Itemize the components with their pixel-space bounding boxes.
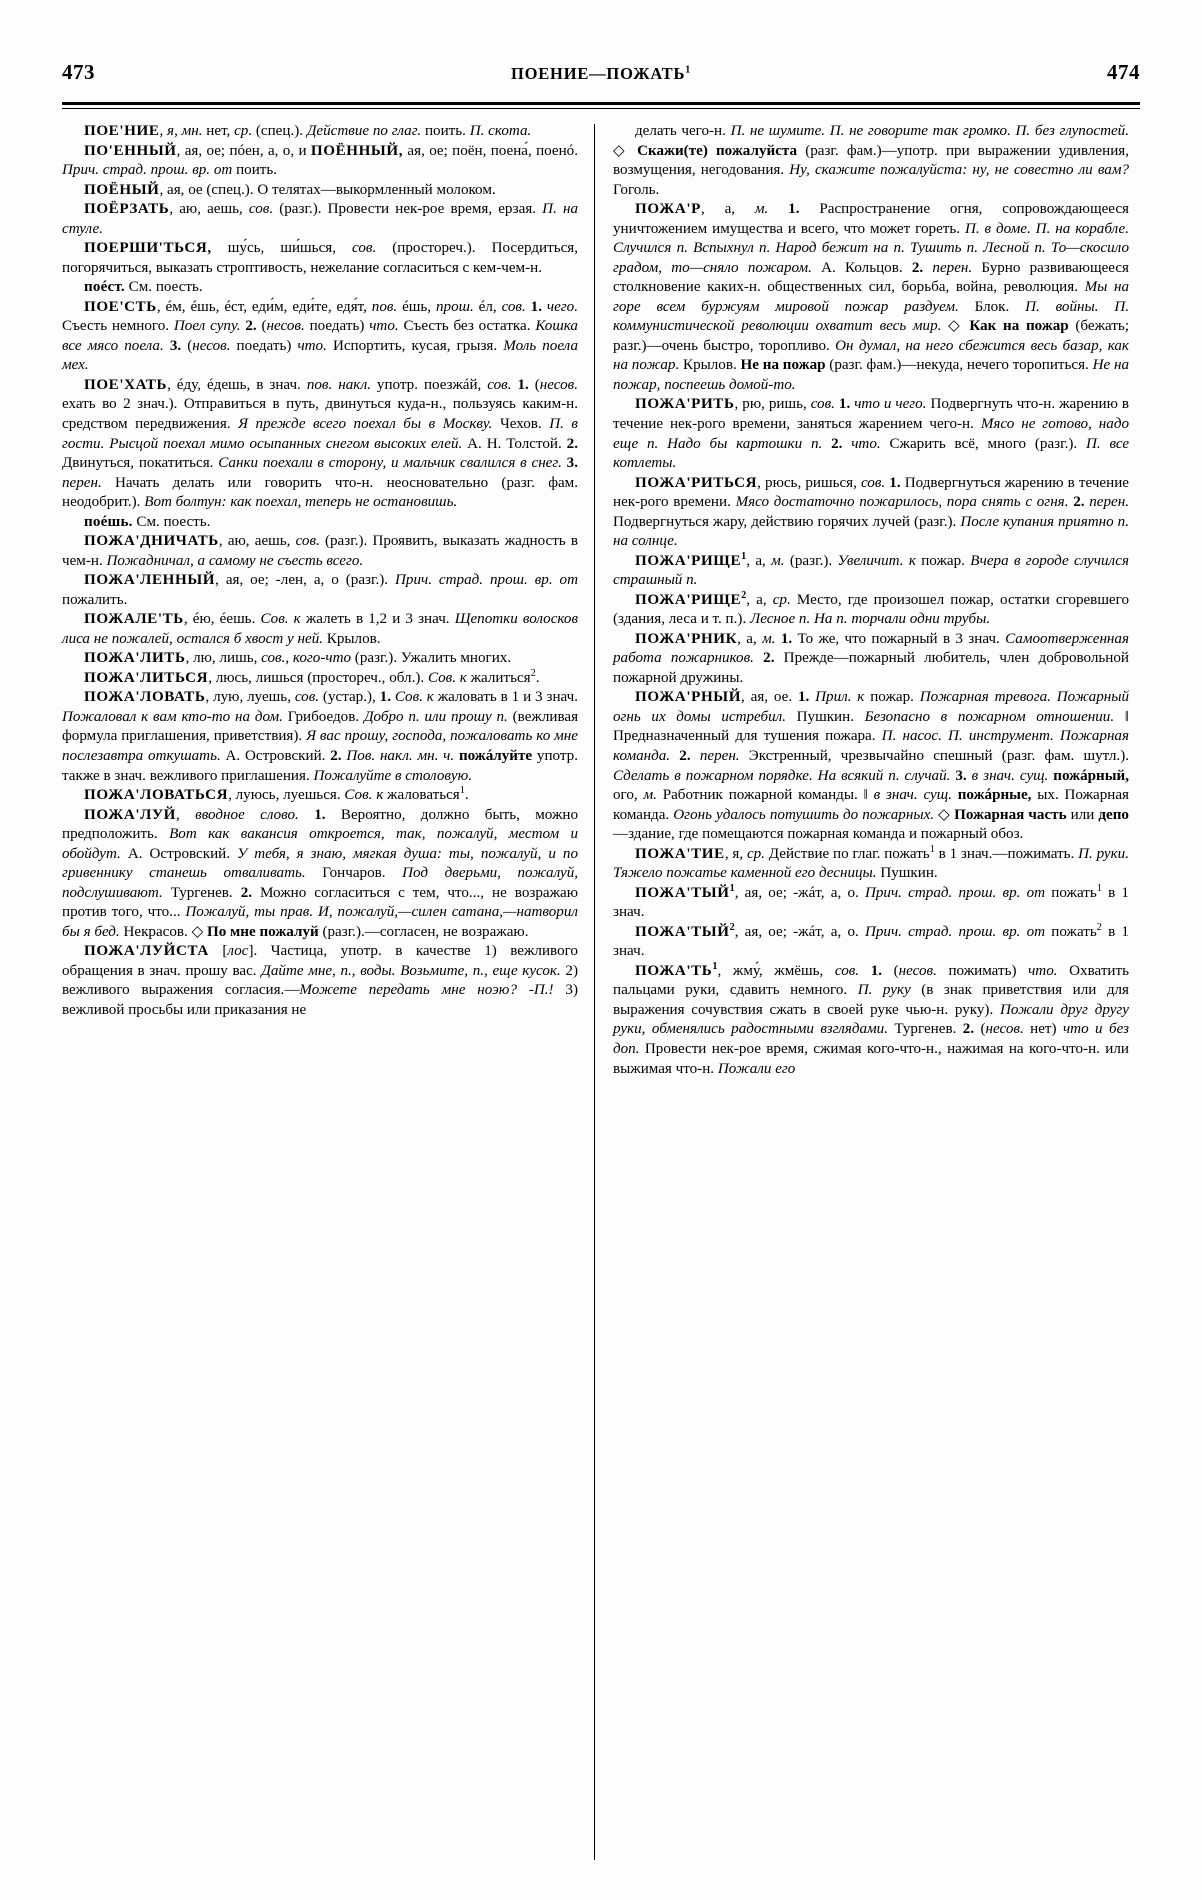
headword: ПОЖА'РНИК — [635, 630, 738, 647]
headword: ПОЕ'СТЬ — [84, 298, 157, 315]
dictionary-entry: ПОЖА'РИЩЕ$^2$, а, ср. Место, где произошел пожар, остатки сгоревшего (здания, леса и т. п.). Лесное п. На п. торчали одни трубы. — [613, 589, 1129, 628]
headword: ПОЖА'Р — [635, 201, 701, 218]
dictionary-entry: ПОЖА'ЛЕННЫЙ, ая, ое; -лен, а, о (разг.). Прич. страд. прош. вр. от пожалить. — [62, 572, 579, 608]
headword: ПОЖА'ТЫЙ$^2$ — [635, 921, 735, 940]
dictionary-entry: $ПОЖА'ТЬ^1$, жму́, жмёшь, сов. 1. (несов. пожимать) что. Охватить пальцами руки, сдавить немного. П. руку (в знак приветствия или для выражения сочувствия сжать в своей руке чью-н. руку). Пожали друг другу руки, обменялись радостными взглядами. Тургенев. 2. (несов. нет) что и без доп. Провести нек-рое время, сжимая кого-что-н., нажимая на кого-что-н. или выжимая что-н. Пожали его — [613, 960, 1129, 1077]
dictionary-entry: ПОЖА'ЛУЙСТА [лос]. Частица, употр. в качестве 1) вежливого обращения в знач. прошу вас. Дайте мне, п., воды. Возьмите, п., еще кусок. 2) вежливого выражения согласия.—Можете передать мне ноэю? -П.! 3) вежливой просьбы или приказания не — [62, 943, 578, 1018]
dictionary-entry: ПОЖАЛЕ'ТЬ, éю, éешь. Сов. к жалеть в 1,2 и 3 знач. Щепотки волосков лиса не пожалей, остался б хвост у ней. Крылов. — [62, 611, 578, 647]
dictionary-entry: ПОЖА'РНЫЙ, ая, ое. 1. Прил. к пожар. Пожарная тревога. Пожарный огнь их домы истребил. Пушкин. Безопасно в пожарном отношении. ‖ Предназначенный для тушения пожара. П. насос. П. инструмент. Пожарная команда. 2. перен. Экстренный, чрезвычайно спешный (разг. фам. шутл.). Сделать в пожарном порядке. На всякий п. случай. 3. в знач. сущ. пожáрный, ого, м. Работник пожарной команды. ‖ в знач. сущ. пожáрные, ых. Пожарная команда. Огонь удалось потушить до пожарных. ◇ Пожарная часть или депо—здание, где помещаются пожарная команда и пожарный обоз. — [613, 689, 1129, 843]
header-rule-thick — [62, 102, 1140, 105]
folio-right: 474 — [1106, 60, 1140, 84]
headword: ПОЖА'ЛОВАТЬ — [84, 689, 206, 706]
folio-left: 473 — [62, 60, 95, 84]
dictionary-entry: ПОЖА'ТЫЙ$^1$, ая, ое; -жáт, а, о. Прич. страд. прош. вр. от пожать$^1$ в 1 знач. — [613, 882, 1129, 921]
headword: ПОЖА'ТЫЙ$^1$ — [635, 882, 735, 901]
page-title — [511, 64, 691, 84]
column-left — [62, 122, 594, 1860]
diamond-icon: ◇ — [191, 923, 204, 940]
headword: ПОЕ'НИЕ — [84, 123, 160, 139]
dictionary-entry: ПОЁРЗАТЬ, аю, аешь, сов. (разг.). Провести нек-рое время, ерзая. П. на стуле. — [62, 201, 578, 237]
dictionary-entry: ПОЖА'Р, а, м. 1. Распространение огня, сопровождающееся уничтожением имущества и всего, что может гореть. П. в доме. П. на корабле. Случился п. Вспыхнул п. Народ бежит на п. Тушить п. Лесной п. То—скосило градом, то—сняло пожаром. А. Кольцов. 2. перен. Бурно развивающееся столкновение каких-н. общественных сил, борьба, война, революция. Мы на горе всем буржуям мировой пожар раздуем. Блок. П. войны. П. коммунистической революции охватит весь мир. ◇ Как на пожар (бежать; разг.)—очень быстро, торопливо. Он думал, на него сбежится весь базар, как на пожар. Крылов. Не на пожар (разг. фам.)—некуда, нечего торопиться. Не на пожар, поспеешь домой-то. — [613, 201, 1130, 393]
headword: ПОЖА'РИЩЕ$^1$ — [635, 550, 747, 569]
headword: ПОЖА'ТИЕ — [635, 845, 725, 862]
diamond-icon: ◇ — [613, 142, 629, 159]
headword: ПОЕ'ХАТЬ — [84, 376, 168, 393]
dictionary-cross-reference: поéшь. См. поесть. — [84, 513, 211, 530]
running-head — [62, 60, 1140, 94]
headword: ПОЖА'ЛУЙ — [84, 806, 176, 823]
headword: ПОЖА'РНЫЙ — [635, 689, 742, 706]
dictionary-entry-continuation: делать чего-н. П. не шумите. П. не говорите так громко. П. без глупостей. ◇ Скажи(те) пожалуйста (разг. фам.)—употр. при выражении удивления, возмущения, негодования. Ну, скажите пожалуйста: ну, не совестно ли вам? Гоголь. — [613, 123, 1130, 198]
headword: ПОЕРШИ'ТЬСЯ, — [84, 240, 212, 257]
dictionary-entry: ПОЖА'ЛУЙ, вводное слово. 1. Вероятно, должно быть, можно предположить. Вот как вакансия откроется, так, пожалуй, местом и обойдут. А. Островский. У тебя, я знаю, мягкая душа: ты, пожалуй, и по гривеннику станешь отваливать. Гончаров. Под дверьми, пожалуй, подслушивают. Тургенев. 2. Можно согласиться с тем, что..., не возражаю против того, что... Пожалуй, ты прав. И, пожалуй,—силен сатана,—натворил бы я бед. Некрасов. ◇ По мне пожалуй (разг.).—согласен, не возражаю. — [62, 806, 579, 940]
headword: ПОЖА'ДНИЧАТЬ — [84, 533, 219, 550]
dictionary-entry: ПОЖА'РИТЬ, рю, ришь, сов. 1. что и чего. Подвергнуть что-н. жарению в течение нек-рого времени, заняться жарением чего-н. Мясо не готово, надо еще п. Надо бы картошки п. 2. что. Сжарить всё, много (разг.). П. все котлеты. — [613, 396, 1130, 472]
headword: ПОЖА'ЛИТЬ — [84, 650, 186, 667]
headword: поéст. — [84, 279, 125, 296]
headword-variant: ПОЁННЫЙ, — [310, 142, 404, 159]
page-title-superscript: 1 — [685, 64, 691, 76]
headword: ПОЖА'ЛУЙСТА — [84, 943, 209, 960]
diamond-icon: ◇ — [938, 806, 951, 823]
dictionary-entry: ПОЕ'НИЕ, я, мн. нет, ср. (спец.). Действие по глаг. поить. П. скота. — [84, 123, 532, 139]
dictionary-entry: ПО'ЕННЫЙ, ая, ое; пóен, а, о, и ПОЁННЫЙ, ая, ое; поён, поена́, поенó. Прич. страд. прош. вр. от поить. — [62, 142, 579, 179]
dictionary-cross-reference: поéст. См. поесть. — [84, 279, 203, 296]
dictionary-entry: ПОЖА'РНИК, а, м. 1. То же, что пожарный в 3 знач. Самоотверженная работа пожарников. 2. Прежде—пожарный любитель, член добровольной пожарной дружины. — [613, 630, 1129, 686]
headword: $ПОЖА'ТЬ^1$ — [635, 960, 718, 979]
dictionary-entry: ПОЖА'ТЫЙ$^2$, ая, ое; -жáт, а, о. Прич. страд. прош. вр. от пожать$^2$ в 1 знач. — [613, 921, 1129, 960]
dictionary-entry: ПОЕ'ХАТЬ, éду, éдешь, в знач. пов. накл. употр. поезжáй, сов. 1. (несов. ехать во 2 знач.). Отправиться в путь, двинуться куда-н., пользуясь каким-н. средством передвижения. Я прежде всего поехал бы в Москву. Чехов. П. в гости. Рысцой поехал мимо осыпанных снегом высоких елей. А. Н. Толстой. 2. Двинуться, покатиться. Санки поехали в сторону, и мальчик свалился в снег. 3. перен. Начать делать или говорить что-н. неосновательно (разг. фам. неодобрит.). Вот болтун: как поехал, теперь не остановишь. — [62, 376, 578, 511]
headword: ПО'ЕННЫЙ — [84, 142, 177, 159]
dictionary-entry: ПОЖА'ЛОВАТЬ, лую, луешь, сов. (устар.), 1. Сов. к жаловать в 1 и 3 знач. Пожаловал к вам кто-то на дом. Грибоедов. Добро п. или прошу п. (вежливая формула приглашения, приветствия). Я вас прошу, господа, пожаловать ко мне послезавтра откушать. А. Островский. 2. Пов. накл. мн. ч. пожáлуйте употр. также в знач. вежливого приглашения. Пожалуйте в столовую. — [62, 689, 579, 784]
headword: ПОЁНЫЙ — [84, 181, 160, 198]
headword: ПОЖА'ЛОВАТЬСЯ — [84, 787, 229, 804]
diamond-icon: ◇ — [948, 318, 963, 335]
dictionary-entry: ПОЖА'РИТЬСЯ, рюсь, ришься, сов. 1. Подвергнуться жарению в течение нек-рого времени. Мясо достаточно пожарилось, пора снять с огня. 2. перен. Подвергнуться жару, действию горячих лучей (разг.). После купания приятно п. на солнце. — [613, 474, 1129, 550]
dictionary-entry: ПОЕ'СТЬ, éм, éшь, éст, еди́м, еди́те, едя́т, пов. éшь, прош. éл, сов. 1. чего. Съесть немного. Поел супу. 2. (несов. поедать) что. Съесть без остатка. Кошка все мясо поела. 3. (несов. поедать) что. Испортить, кусая, грызя. Моль поела мех. — [62, 298, 578, 374]
headword: ПОЖА'РИТЬ — [635, 396, 735, 413]
headword: ПОЁРЗАТЬ — [84, 201, 170, 218]
headword: ПОЖА'РИЩЕ$^2$ — [635, 589, 747, 608]
dictionary-entry: ПОЖА'ТИЕ, я, ср. Действие по глаг. пожать$^1$ в 1 знач.—пожимать. П. руки. Тяжело пожатье каменной его десницы. Пушкин. — [613, 843, 1130, 882]
dictionary-entry: ПОЖА'ДНИЧАТЬ, аю, аешь, сов. (разг.). Проявить, выказать жадность в чем-н. Пожадничал, а самому не съесть всего. — [62, 533, 578, 569]
headword: ПОЖА'РИТЬСЯ — [635, 474, 758, 491]
dictionary-entry: ПОЖА'РИЩЕ$^1$, а, м. (разг.). Увеличит. к пожар. Вчера в городе случился страшный п. — [613, 550, 1129, 589]
column-right — [595, 122, 1129, 1860]
headword: ПОЖА'ЛИТЬСЯ — [84, 669, 209, 686]
header-rule-thin — [62, 108, 1140, 109]
dictionary-entry: ПОЁНЫЙ, ая, ое (спец.). О телятах—выкормленный молоком. — [84, 181, 496, 198]
dictionary-entry: ПОЖА'ЛИТЬСЯ, люсь, лишься (простореч., обл.). Сов. к жалиться$^2$. — [84, 667, 540, 686]
column-container — [62, 122, 1140, 1860]
dictionary-entry: ПОЕРШИ'ТЬСЯ, шу́сь, ши́шься, сов. (простореч.). Посердиться, погорячиться, выказать строптивость, нежелание согласиться с кем-чем-н. — [62, 240, 578, 276]
headword: ПОЖА'ЛЕННЫЙ — [84, 572, 216, 589]
page-title-text: ПОЕНИЕ—ПОЖАТЬ — [510, 64, 686, 83]
headword: поéшь. — [84, 513, 133, 530]
dictionary-entry: ПОЖА'ЛОВАТЬСЯ, луюсь, луешься. Сов. к жаловаться$^1$. — [84, 785, 469, 804]
dictionary-entry: ПОЖА'ЛИТЬ, лю, лишь, сов., кого-что (разг.). Ужалить многих. — [84, 650, 512, 667]
headword: ПОЖАЛЕ'ТЬ — [84, 611, 184, 628]
